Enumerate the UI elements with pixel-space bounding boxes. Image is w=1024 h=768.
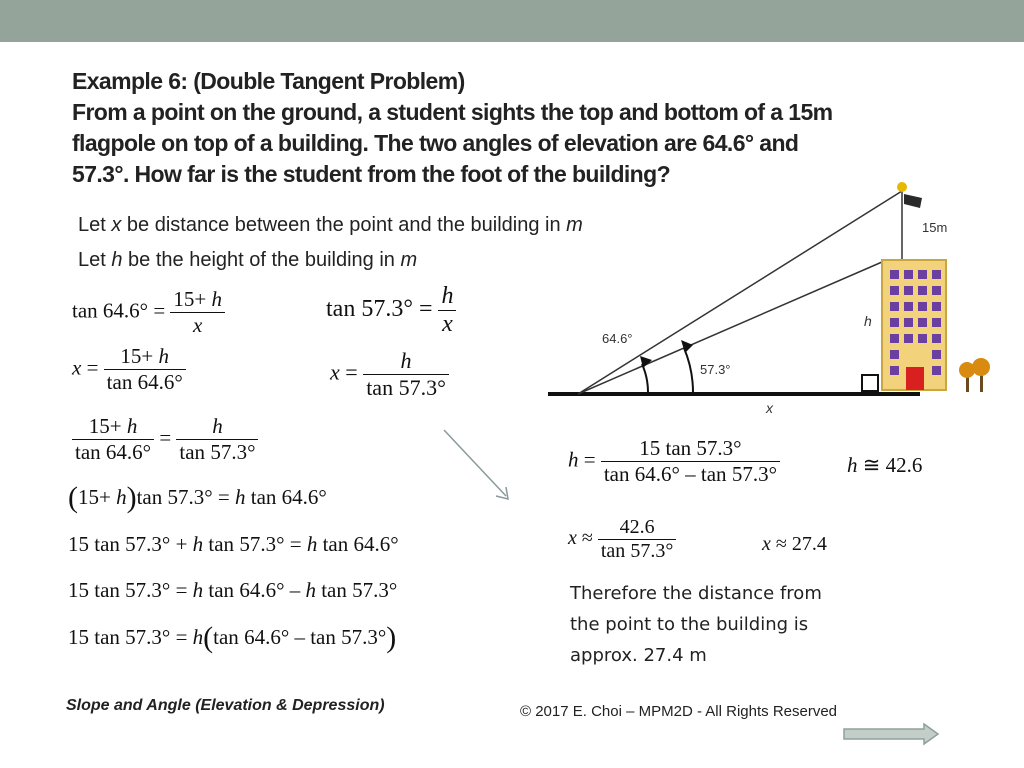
result-x-value: x ≈ 27.4 [762, 533, 827, 555]
label-x: x [766, 400, 773, 416]
trees [959, 358, 990, 392]
problem-line-1: From a point on the ground, a student sights the top and bottom of a 15m [72, 99, 833, 125]
footer-topic: Slope and Angle (Elevation & Depression) [66, 697, 385, 714]
top-bar [0, 0, 1024, 42]
equation-isolate-h-terms: 15 tan 57.3° = h tan 64.6° – h tan 57.3° [68, 578, 398, 602]
problem-line-2: flagpole on top of a building. The two angles of elevation are 64.6° and [72, 130, 799, 156]
conclusion-line-2: the point to the building is [570, 614, 809, 635]
label-h: h [864, 313, 872, 329]
equation-tan-big-angle: tan 64.6° = $\frac{15+ h}{x}$ [72, 287, 225, 338]
angle-arc-small [684, 348, 693, 394]
problem-line-3: 57.3°. How far is the student from the foot of the building? [72, 161, 671, 187]
equation-x-from-big-angle: x = $\frac{15+ h}{\tan 64.6^\circ}$ [72, 344, 186, 395]
equation-tan-small-angle: tan 57.3° = $\frac{h}{x}$ [326, 283, 456, 338]
equation-cross-multiply: (15+ h)tan 57.3° = h tan 64.6° [68, 481, 327, 514]
equation-equate-x: $\frac{15+ h}{\tan 64.6^\circ}$ = $\frac{h}{\tan 57.3^\circ}$ [72, 414, 258, 465]
next-arrow-icon[interactable] [842, 722, 942, 748]
label-angle-big: 64.6° [602, 331, 633, 346]
equation-x-solution: x ≈ $\frac{42.6}{\tan 57.3^\circ}$ [568, 516, 676, 563]
conclusion-line-3: approx. 27.4 m [570, 645, 707, 666]
example-title: Example 6: (Double Tangent Problem) [72, 68, 465, 94]
flag [904, 194, 922, 208]
double-tangent-diagram [540, 170, 1010, 425]
conclusion-line-1: Therefore the distance from [570, 583, 822, 604]
connector-arrow [440, 426, 520, 508]
label-angle-small: 57.3° [700, 362, 731, 377]
equation-expand: 15 tan 57.3° + h tan 57.3° = h tan 64.6° [68, 532, 399, 556]
footer-copyright: © 2017 E. Choi – MPM2D - All Rights Reserved [520, 703, 838, 720]
let-h-definition: Let h be the height of the building in m [78, 249, 418, 271]
equation-factor-h: 15 tan 57.3° = h(tan 64.6° – tan 57.3°) [68, 621, 397, 654]
let-x-definition: Let x be distance between the point and the building in m [78, 214, 583, 236]
equation-h-solution: h = $\frac{15 \tan 57.3^\circ}{\tan 64.6^\circ - \tan 57.3^\circ}$ [568, 436, 780, 487]
right-angle-marker [862, 375, 878, 391]
result-h-value: h ≅ 42.6 [847, 453, 923, 477]
flagpole-top-ball [897, 182, 907, 192]
building-door [906, 367, 924, 390]
angle-arc-big [642, 364, 648, 394]
conclusion-text [570, 578, 822, 671]
equation-x-from-small-angle: x = $\frac{h}{\tan 57.3^\circ}$ [330, 348, 449, 401]
label-15m: 15m [922, 220, 948, 235]
sight-line-top [578, 191, 902, 394]
